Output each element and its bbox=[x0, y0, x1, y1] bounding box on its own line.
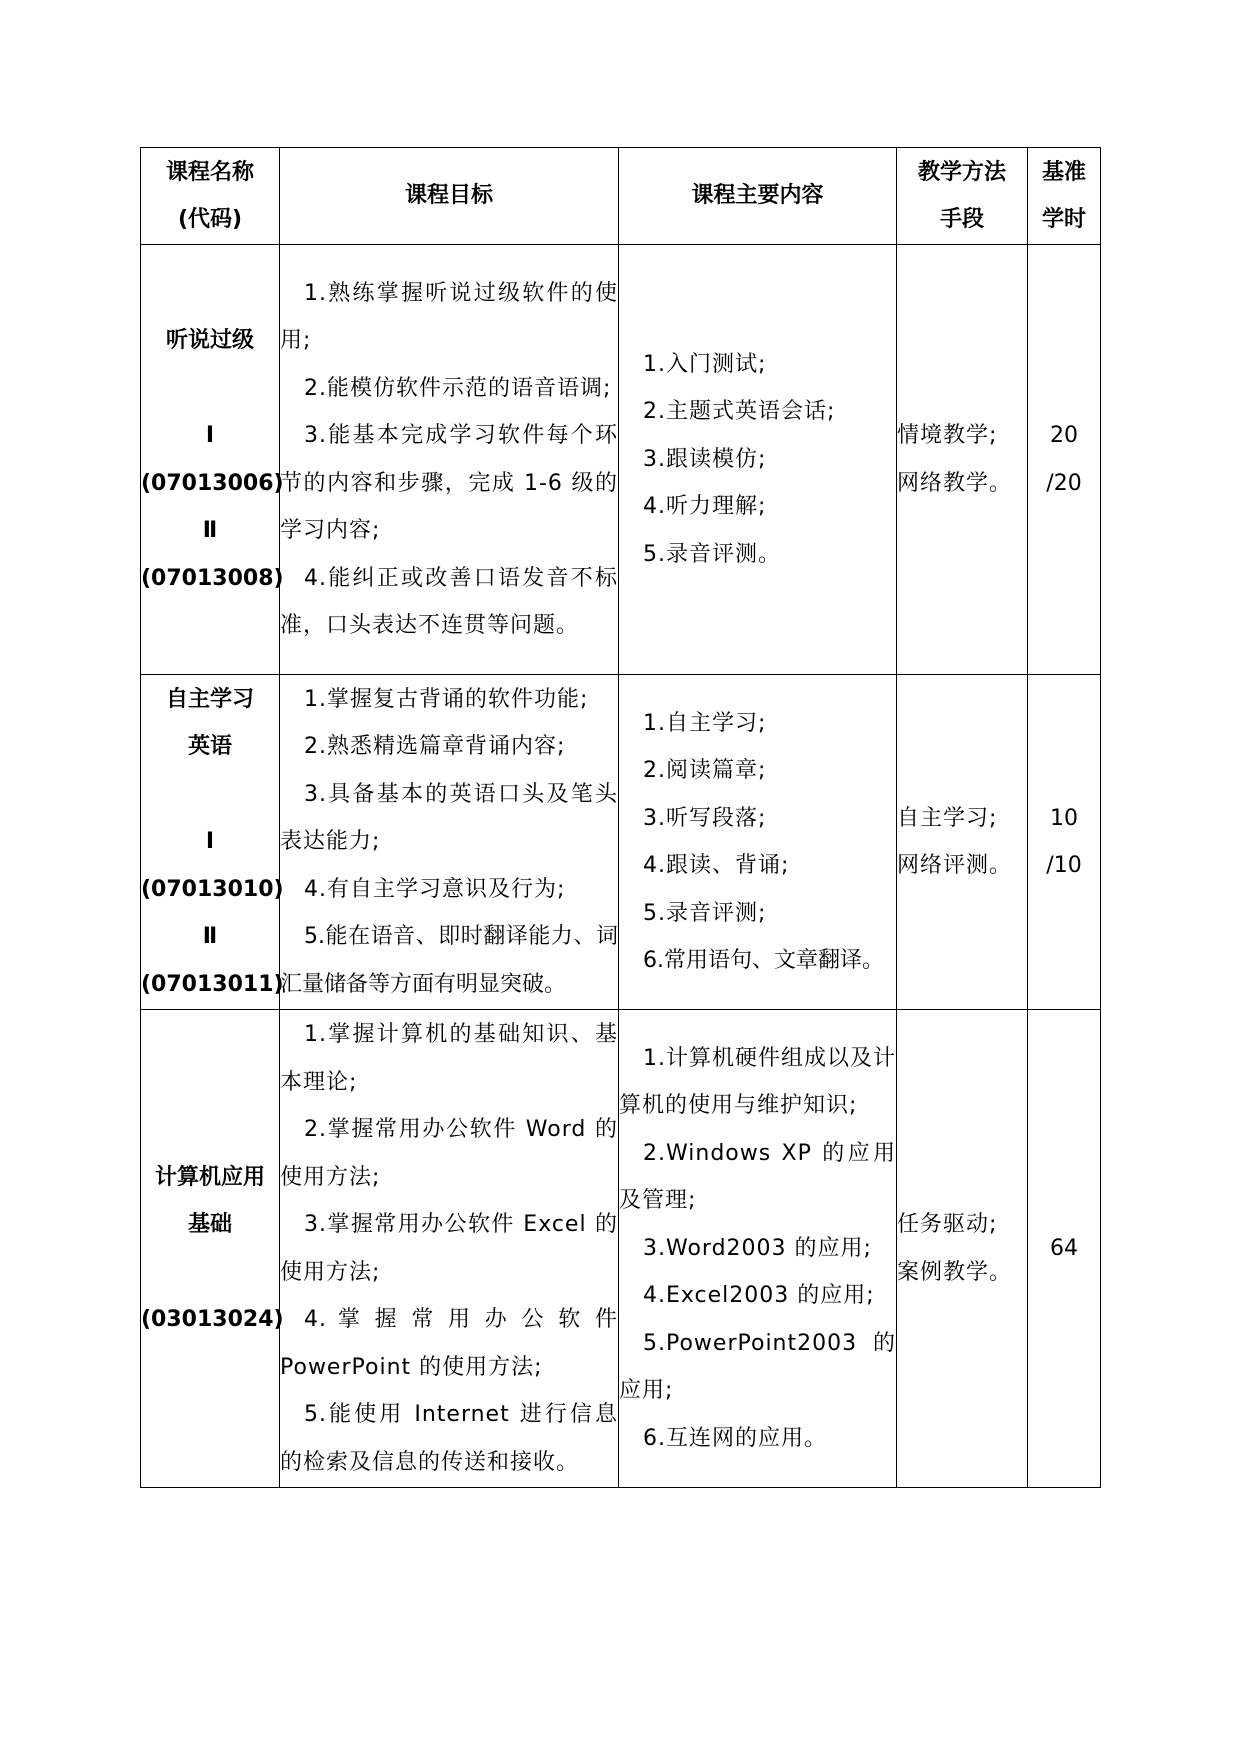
course-content-cell bbox=[619, 1010, 897, 1488]
header-row bbox=[141, 148, 1101, 245]
list-item: 2.能模仿软件示范的语音语调; bbox=[304, 375, 612, 401]
list-item: 5.录音评测; bbox=[643, 900, 767, 926]
course-goals-cell bbox=[280, 245, 619, 675]
course-table bbox=[140, 147, 1101, 1488]
list-item: 4.跟读、背诵; bbox=[643, 853, 790, 878]
table-row bbox=[141, 1010, 1101, 1488]
list-item: 2.掌握常用办公软件 Word 的使用方法; bbox=[280, 1117, 618, 1190]
teaching-method-cell: 情境教学; 网络教学。 bbox=[897, 245, 1028, 675]
list-item: 2.熟悉精选篇章背诵内容; bbox=[304, 734, 566, 760]
teaching-method-cell: 自主学习; 网络评测。 bbox=[897, 675, 1028, 1010]
list-item: 3.跟读模仿; bbox=[643, 446, 767, 472]
list-item: 2.阅读篇章; bbox=[643, 758, 767, 783]
list-item: 1.掌握计算机的基础知识、基本理论; bbox=[280, 1022, 618, 1095]
list-item: 4.听力理解; bbox=[643, 494, 767, 520]
list-item: 5.能使用 Internet 进行信息的检索及信息的传送和接收。 bbox=[280, 1402, 618, 1475]
base-hours-cell: 20 /20 bbox=[1028, 245, 1101, 675]
course-name-cell: 听说过级 Ⅰ (07013006) Ⅱ (07013008) bbox=[141, 245, 280, 675]
base-hours-cell: 64 bbox=[1028, 1010, 1101, 1488]
header-course-goals: 课程目标 bbox=[280, 148, 619, 245]
list-item: 3.能基本完成学习软件每个环节的内容和步骤，完成 1-6 级的学习内容; bbox=[280, 423, 618, 543]
course-content-cell bbox=[619, 245, 897, 675]
list-item: 4.有自主学习意识及行为; bbox=[304, 876, 566, 902]
base-hours-cell: 10 /10 bbox=[1028, 675, 1101, 1010]
table-row bbox=[141, 245, 1101, 675]
teaching-method-cell: 任务驱动; 案例教学。 bbox=[897, 1010, 1028, 1488]
list-item: 2.主题式英语会话; bbox=[643, 399, 836, 425]
list-item: 3.掌握常用办公软件 Excel 的使用方法; bbox=[280, 1212, 618, 1285]
course-content-cell bbox=[619, 675, 897, 1010]
table-row bbox=[141, 675, 1101, 1010]
course-goals-cell bbox=[280, 675, 619, 1010]
list-item: 3.Word2003 的应用; bbox=[643, 1235, 872, 1261]
list-item: 6.互连网的应用。 bbox=[643, 1425, 827, 1451]
list-item: 1.计算机硬件组成以及计算机的使用与维护知识; bbox=[619, 1045, 896, 1119]
list-item: 1.入门测试; bbox=[643, 351, 767, 377]
list-item: 1.自主学习; bbox=[643, 710, 767, 736]
header-course-name: 课程名称 (代码) bbox=[141, 148, 280, 245]
list-item: 1.熟练掌握听说过级软件的使用; bbox=[280, 280, 618, 353]
list-item: 5.能在语音、即时翻译能力、词汇量储备等方面有明显突破。 bbox=[280, 924, 618, 997]
course-name-cell: 自主学习 英语 Ⅰ (07013010) Ⅱ (07013011) bbox=[141, 675, 280, 1010]
list-item: 3.具备基本的英语口头及笔头表达能力; bbox=[280, 781, 618, 855]
header-course-content: 课程主要内容 bbox=[619, 148, 897, 245]
list-item: 1.掌握复古背诵的软件功能; bbox=[304, 686, 589, 712]
list-item: 6.常用语句、文章翻译。 bbox=[643, 948, 884, 973]
course-name-cell: 计算机应用 基础 (03013024) bbox=[141, 1010, 280, 1488]
list-item: 4.能纠正或改善口语发音不标准，口头表达不连贯等问题。 bbox=[280, 565, 618, 638]
list-item: 5.PowerPoint2003 的应用; bbox=[619, 1330, 896, 1404]
header-teaching-method: 教学方法 手段 bbox=[897, 148, 1028, 245]
list-item: 2.Windows XP 的应用及管理; bbox=[619, 1140, 896, 1214]
header-base-hours: 基准 学时 bbox=[1028, 148, 1101, 245]
list-item: 4. 掌 握 常 用 办 公 软 件 PowerPoint 的使用方法; bbox=[280, 1307, 618, 1380]
list-item: 3.听写段落; bbox=[643, 805, 767, 831]
list-item: 4.Excel2003 的应用; bbox=[643, 1283, 875, 1309]
course-goals-cell bbox=[280, 1010, 619, 1488]
list-item: 5.录音评测。 bbox=[643, 541, 781, 567]
